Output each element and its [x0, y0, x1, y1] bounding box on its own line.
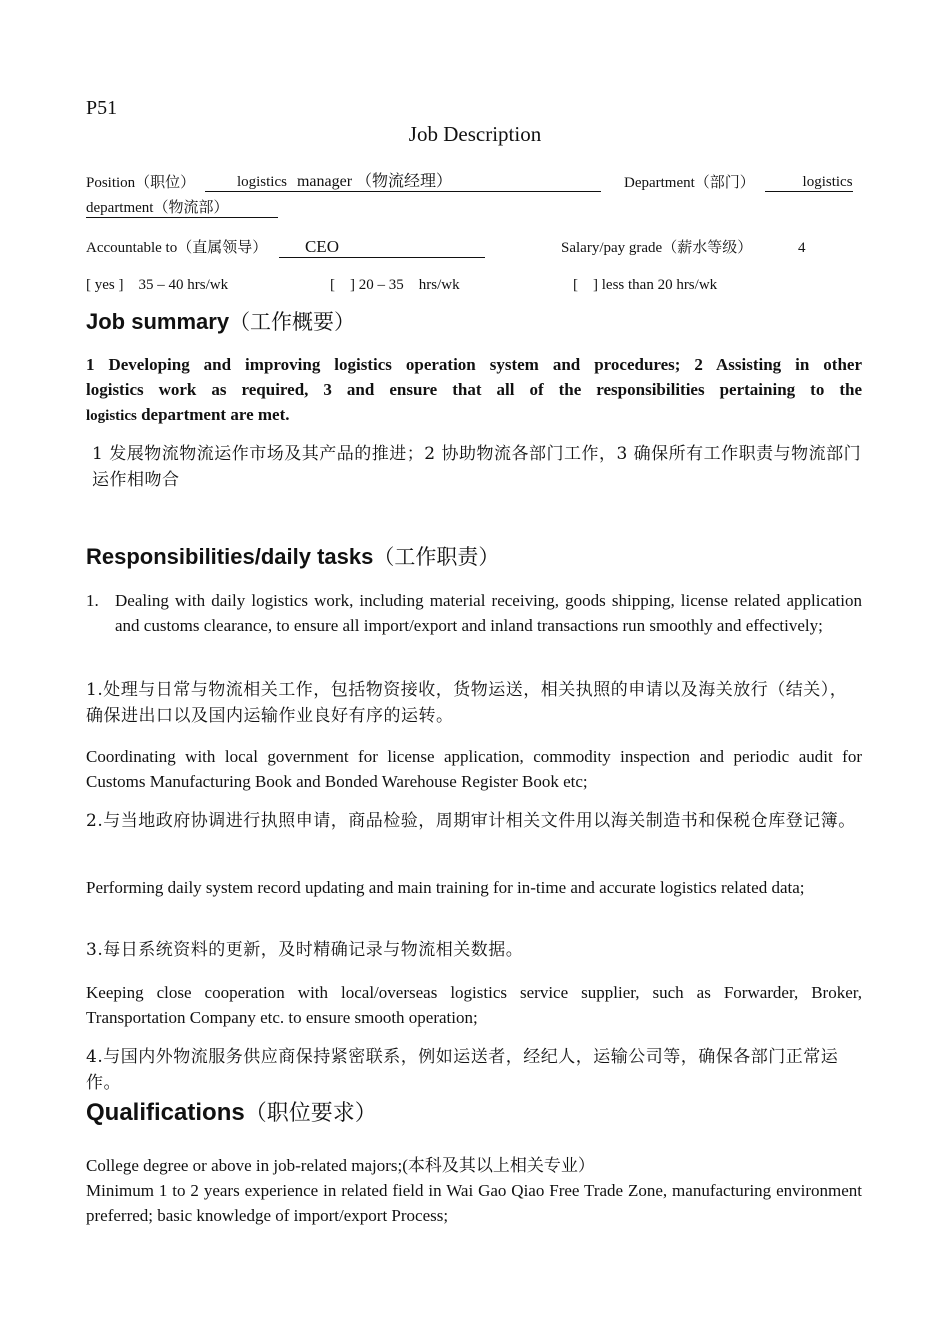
hours-option-part: [ ] 20 – 35 hrs/wk: [330, 277, 460, 293]
department-label: Department（部门）: [624, 175, 755, 191]
job-summary-heading-cn: （工作概要）: [229, 310, 356, 334]
salary-row: [561, 236, 805, 257]
job-summary-line-1: 1 Developing and improving logistics operation system and procedures; 2 Assisting in other: [86, 355, 862, 374]
document-title: Job Description: [408, 122, 542, 146]
resp-item-2-cn: 2.与当地政府协调进行执照申请，商品检验，周期审计相关文件用以海关制造书和保税仓库登记簿。: [86, 811, 856, 831]
position-value: manager （物流经理）: [296, 173, 453, 190]
hours-option-less: [ ] less than 20 hrs/wk: [573, 277, 718, 293]
position-row: [86, 171, 601, 192]
job-summary-cn: 1 发展物流物流运作市场及其产品的推进；2 协助物流各部门工作，3 确保所有工作职责与物流部门运作相吻合: [92, 444, 862, 490]
responsibilities-heading-cn: （工作职责）: [373, 545, 500, 569]
resp-item-1-number: 1.: [86, 591, 99, 610]
resp-item-4-cn: 4.与国内外物流服务供应商保持紧密联系，例如运送者，经纪人，运输公司等，确保各部门正常运作。: [86, 1047, 839, 1093]
job-summary-line-3-small: logistics: [86, 408, 137, 424]
resp-item-2-en: Coordinating with local government for license application, commodity inspection and periodic audit for Customs Manufacturing Book and Bonded Warehouse Register Book etc;: [86, 747, 862, 791]
responsibilities-heading-text: Responsibilities/daily tasks: [86, 544, 374, 569]
qualification-line-2: Minimum 1 to 2 years experience in related field in Wai Gao Qiao Free Trade Zone, manufacturing environment preferred; basic knowledge of import/export Process;: [86, 1181, 862, 1225]
job-summary-heading: [86, 306, 355, 336]
position-label: Position（职位）: [86, 175, 196, 191]
job-summary-line-3-rest: department are met.: [136, 405, 290, 424]
job-summary-en: [86, 352, 862, 429]
job-summary-line-3: [86, 402, 862, 429]
qualification-line-1: College degree or above in job-related majors;(本科及其以上相关专业）: [86, 1156, 595, 1175]
salary-label: Salary/pay grade（薪水等级）: [561, 240, 753, 256]
page-code: P51: [86, 97, 118, 119]
job-summary-line-2: logistics work as required, 3 and ensure that all of the responsibilities pertaining to the: [86, 380, 862, 399]
position-field: [205, 174, 601, 192]
accountable-row: [86, 236, 485, 258]
department-row: [624, 171, 853, 192]
department-value-1: logistics: [765, 174, 853, 192]
responsibilities-heading: [86, 541, 499, 571]
position-value-prefix: logistics: [236, 174, 287, 190]
accountable-value: CEO: [279, 237, 485, 258]
accountable-label: Accountable to（直属领导）: [86, 240, 268, 256]
department-row-2: [86, 196, 278, 218]
job-summary-heading-text: Job summary: [86, 309, 230, 334]
department-value-2: department（物流部）: [86, 196, 278, 218]
resp-item-1-en: Dealing with daily logistics work, including material receiving, goods shipping, license related application and customs clearance, to ensure all import/export and inland transactions run smoothly and effectively;: [115, 591, 862, 635]
hours-option-full: [ yes ] 35 – 40 hrs/wk: [86, 277, 229, 293]
qualifications-heading: [86, 1096, 377, 1127]
resp-item-4-en: Keeping close cooperation with local/overseas logistics service supplier, such as Forwarder, Broker, Transportation Company etc. to ensure smooth operation;: [86, 983, 862, 1027]
salary-value: 4: [797, 240, 806, 256]
resp-item-3-en: Performing daily system record updating and main training for in-time and accurate logistics related data;: [86, 878, 805, 897]
qualifications-heading-text: Qualifications: [86, 1099, 245, 1126]
qualifications-heading-cn: （职位要求）: [244, 1101, 377, 1126]
resp-item-3-cn: 3.每日系统资料的更新，及时精确记录与物流相关数据。: [86, 940, 524, 960]
resp-item-1-cn: 1.处理与日常与物流相关工作，包括物资接收，货物运送，相关执照的申请以及海关放行（结关），确保进出口以及国内运输作业良好有序的运转。: [86, 680, 848, 726]
